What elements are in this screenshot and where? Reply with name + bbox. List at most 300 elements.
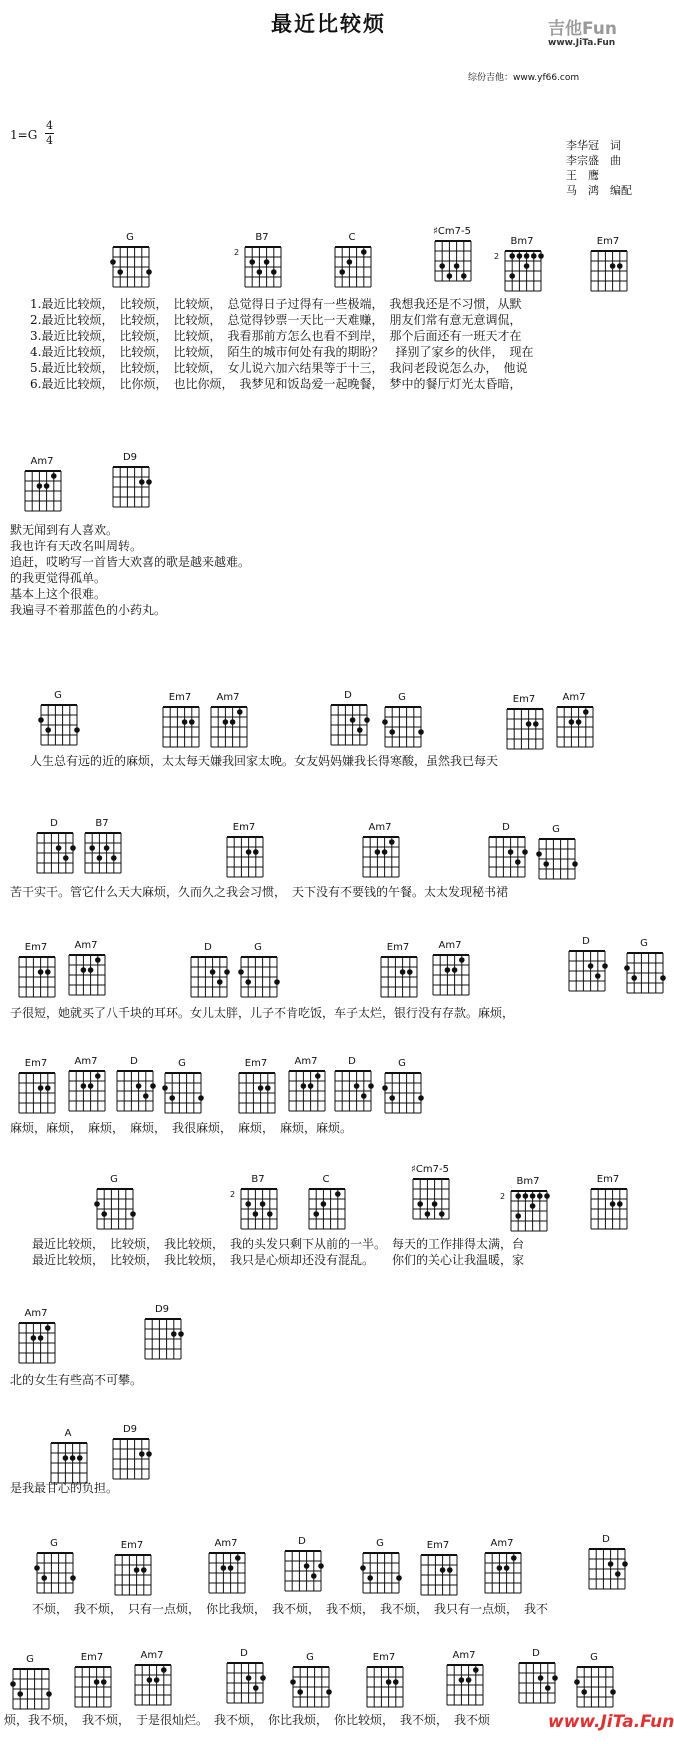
chord-grid: [384, 706, 422, 748]
finger-dot: [311, 1573, 317, 1579]
chord-grid: [112, 246, 150, 288]
finger-dot: [81, 967, 87, 973]
chord-Am7: [208, 1538, 244, 1594]
chord-D: [36, 818, 72, 874]
chord-grid: [12, 1668, 50, 1710]
chord-name: D: [602, 1534, 610, 1545]
finger-dot: [253, 1211, 259, 1217]
finger-dot: [425, 1211, 431, 1217]
chord-grid: [238, 1072, 276, 1114]
chord-name: B7: [255, 232, 269, 243]
chord-Am7: [484, 1538, 520, 1594]
finger-dot: [141, 1567, 147, 1573]
chord-grid: [538, 838, 576, 880]
finger-dot: [139, 479, 145, 485]
finger-dot: [246, 849, 252, 855]
site-url: www.JiTa.Fun: [548, 38, 616, 48]
finger-dot: [461, 273, 467, 279]
finger-dot: [169, 1095, 175, 1101]
chord-D: [190, 942, 226, 998]
finger-dot: [545, 1685, 551, 1691]
fret-number: 2: [234, 248, 240, 257]
chord-Am7: [210, 692, 246, 748]
finger-dot: [418, 729, 424, 735]
finger-dot: [238, 969, 244, 975]
chord-G: [384, 1058, 420, 1114]
chord-name: Am7: [438, 940, 462, 951]
chord-G: [96, 1174, 132, 1230]
chord-name: C: [322, 1174, 330, 1185]
finger-dot: [624, 965, 630, 971]
finger-dot: [297, 1689, 303, 1695]
chord-name: Em7: [244, 1058, 268, 1069]
finger-dot: [354, 1083, 360, 1089]
finger-dot: [171, 1331, 177, 1337]
finger-dot: [77, 1455, 83, 1461]
chord-G: [36, 1538, 72, 1594]
chord-name: D: [204, 942, 212, 953]
outro-line-2: 烦，我不烦， 我不烦， 于是很灿烂。 我不烦， 你比我烦， 你比较烦， 我不烦， 我不烦: [4, 1713, 491, 1727]
chord-name: Am7: [24, 1308, 48, 1319]
finger-dot: [622, 1561, 628, 1567]
chord-grid: [164, 1072, 202, 1114]
chord-grid: [434, 240, 472, 282]
finger-dot: [146, 269, 152, 275]
chord-grid: [36, 1552, 74, 1594]
chord-name: B7: [251, 1174, 265, 1185]
finger-dot: [497, 1565, 503, 1571]
chord-name: Bm7: [516, 1176, 540, 1187]
finger-dot: [139, 1451, 145, 1457]
chord-name: Em7: [512, 694, 536, 705]
chord-grid: [74, 1666, 112, 1708]
chord-name: D9: [122, 452, 138, 463]
lyric-line: 的我更觉得孤单。: [10, 571, 107, 585]
chord-grid: [362, 836, 400, 878]
chord-grid: [134, 1664, 172, 1706]
finger-dot: [258, 1085, 264, 1091]
finger-dot: [97, 855, 103, 861]
chord-grid: [68, 954, 106, 996]
chord-Am7: [288, 1056, 324, 1112]
lyric-line: 4.最近比较烦， 比较烦， 比较烦， 陌生的城市何处有我的期盼？ 择别了家乡的伙伴， 现在: [30, 345, 534, 359]
chord-grid: [208, 1552, 246, 1594]
chorus-line-4: 麻烦，麻烦， 麻烦， 麻烦， 我很麻烦， 麻烦， 麻烦，麻烦。: [10, 1121, 353, 1135]
finger-dot: [459, 1677, 465, 1683]
chord-name: Am7: [368, 822, 392, 833]
finger-dot: [515, 1193, 521, 1199]
chord-grid: [556, 706, 594, 748]
finger-dot: [595, 973, 601, 979]
chord-grid: [484, 1552, 522, 1594]
chord-Am7: [68, 1056, 104, 1112]
chord-D: [116, 1056, 152, 1112]
finger-dot: [245, 979, 251, 985]
chord-grid: [506, 708, 544, 750]
finger-dot: [31, 1335, 37, 1341]
finger-dot: [440, 1567, 446, 1573]
chord-name: G: [54, 690, 62, 701]
finger-dot: [198, 1095, 204, 1101]
finger-dot: [538, 1675, 544, 1681]
chord-name: G: [552, 824, 560, 835]
lyric-line: 5.最近比较烦， 比较烦， 比较烦， 女儿说六加六结果等于十三， 我问老段说怎么办， 他说: [30, 361, 528, 375]
chord-grid: [308, 1188, 346, 1230]
finger-dot: [386, 1679, 392, 1685]
chord-name: D: [50, 818, 58, 829]
lyric-line: 2.最近比较烦， 比较烦， 比较烦， 总觉得钞票一天比一天难赚， 朋友们常有意无意调侃，: [30, 313, 522, 327]
finger-dot: [146, 1451, 152, 1457]
chord-name: Bm7: [510, 236, 534, 247]
chord-name: D: [582, 936, 590, 947]
song-title: 最近比较烦: [271, 11, 386, 36]
chord-name: D: [130, 1056, 138, 1067]
key-signature: 1=G: [10, 128, 38, 142]
chord-D: [518, 1648, 554, 1704]
chord-grid: [510, 1190, 548, 1232]
finger-dot: [45, 1325, 51, 1331]
lyric-line: 默无闻到有人喜欢。: [10, 523, 119, 537]
finger-dot: [602, 963, 608, 969]
chord-name: Am7: [74, 1056, 98, 1067]
finger-dot: [524, 263, 530, 269]
finger-dot: [610, 263, 616, 269]
finger-dot: [569, 719, 575, 725]
chord-D: [334, 1056, 370, 1112]
chord-grid: [240, 1188, 278, 1230]
finger-dot: [301, 1083, 307, 1089]
chord-grid: [362, 1552, 400, 1594]
finger-dot: [246, 1675, 252, 1681]
chord-name: G: [590, 1652, 598, 1663]
chord-grid: [334, 1070, 372, 1112]
finger-dot: [530, 1203, 536, 1209]
finger-dot: [189, 719, 195, 725]
finger-dot: [235, 1555, 241, 1561]
finger-dot: [178, 1331, 184, 1337]
chord-grid: [112, 1438, 150, 1480]
chord-B7: [234, 232, 280, 288]
chord-name: D9: [122, 1424, 138, 1435]
lyric-line: 3.最近比较烦， 比较烦， 比较烦， 我看那前方怎么也看不到岸， 那个后面还有一班天才在: [30, 329, 522, 343]
finger-dot: [304, 1563, 310, 1569]
verse-final-ending-2: 是我最甘心的负担。: [10, 1481, 119, 1495]
finger-dot: [136, 1083, 142, 1089]
chord-grid: [112, 466, 150, 508]
chord-G: [538, 824, 574, 880]
finger-dot: [267, 1211, 273, 1217]
chord-grid: [116, 1070, 154, 1112]
chord-G: [112, 232, 148, 288]
finger-dot: [432, 1201, 438, 1207]
chord-Em7: [380, 942, 416, 998]
time-signature-top: 4: [46, 119, 53, 132]
credit-arranger-2: 马 鸿 编配: [566, 184, 632, 197]
chord-grid: [576, 1666, 614, 1708]
chord-G: [240, 942, 276, 998]
chord-D9: [112, 452, 148, 508]
finger-dot: [88, 967, 94, 973]
chord-Cm75: [412, 1164, 448, 1220]
fret-number: 2: [230, 1190, 236, 1199]
finger-dot: [452, 967, 458, 973]
chord-name: Em7: [372, 1652, 396, 1663]
chord-grid: [366, 1666, 404, 1708]
finger-dot: [104, 845, 110, 851]
finger-dot: [88, 1083, 94, 1089]
chord-name: Em7: [80, 1652, 104, 1663]
finger-dot: [509, 253, 515, 259]
finger-dot: [361, 249, 367, 255]
chord-name: Am7: [74, 940, 98, 951]
finger-dot: [574, 1679, 580, 1685]
chord-Em7: [18, 1058, 54, 1114]
finger-dot: [134, 1567, 140, 1573]
finger-dot: [94, 1201, 100, 1207]
finger-dot: [504, 1565, 510, 1571]
finger-dot: [536, 851, 542, 857]
chord-name: Em7: [386, 942, 410, 953]
credit-lyricist: 李华冠 词: [566, 139, 621, 152]
chord-grid: [590, 1188, 628, 1230]
chord-D: [330, 690, 366, 746]
finger-dot: [264, 259, 270, 265]
chord-C: [334, 232, 370, 288]
finger-dot: [509, 273, 515, 279]
finger-dot: [101, 1679, 107, 1685]
finger-dot: [230, 719, 236, 725]
finger-dot: [321, 1201, 327, 1207]
finger-dot: [223, 719, 229, 725]
verse-endings: [10, 522, 250, 618]
chord-grid: [334, 246, 372, 288]
chord-G: [576, 1652, 612, 1708]
finger-dot: [249, 259, 255, 265]
chord-grid: [568, 950, 606, 992]
finger-dot: [537, 1193, 543, 1199]
finger-dot: [576, 719, 582, 725]
chord-grid: [518, 1662, 556, 1704]
chord-name: G: [26, 1654, 34, 1665]
finger-dot: [224, 969, 230, 975]
finger-dot: [522, 849, 528, 855]
site-logo: 吉他Fun: [548, 19, 617, 39]
chord-grid: [36, 832, 74, 874]
chord-name: G: [398, 692, 406, 703]
chord-name: Am7: [30, 456, 54, 467]
chord-G: [626, 938, 662, 994]
finger-dot: [44, 483, 50, 489]
fret-number: 2: [494, 252, 500, 261]
finger-dot: [95, 957, 101, 963]
credit-composer: 李宗盛 曲: [566, 154, 621, 167]
finger-dot: [339, 269, 345, 275]
finger-dot: [389, 729, 395, 735]
finger-dot: [588, 963, 594, 969]
chord-grid: [330, 704, 368, 746]
finger-dot: [382, 849, 388, 855]
verse-lines: [30, 296, 533, 392]
chord-Em7: [226, 822, 262, 878]
chord-Em7: [238, 1058, 274, 1114]
chord-name: D: [348, 1056, 356, 1067]
finger-dot: [271, 269, 277, 275]
finger-dot: [260, 1201, 266, 1207]
finger-dot: [221, 1565, 227, 1571]
finger-dot: [552, 1675, 558, 1681]
chord-grid: [446, 1664, 484, 1706]
verse-final-ending-1: 北的女生有些高不可攀。: [10, 1373, 143, 1387]
chord-G: [164, 1058, 200, 1114]
finger-dot: [357, 727, 363, 733]
chord-name: ♯Cm7-5: [411, 1164, 449, 1175]
chord-Am7: [18, 1308, 54, 1364]
finger-dot: [95, 1073, 101, 1079]
finger-dot: [538, 253, 544, 259]
chord-grid: [244, 246, 282, 288]
chord-name: Am7: [490, 1538, 514, 1549]
finger-dot: [389, 1095, 395, 1101]
outro-line-1: 不烦， 我不烦， 只有一点烦， 你比我烦， 我不烦， 我不烦， 我不烦， 我只有一点烦， 我不: [32, 1602, 549, 1616]
verse-final-lines: [32, 1236, 524, 1268]
finger-dot: [367, 1575, 373, 1581]
chord-grid: [588, 1548, 626, 1590]
finger-dot: [70, 845, 76, 851]
credit-arranger-1: 王 鹰: [566, 169, 599, 182]
finger-dot: [89, 845, 95, 851]
finger-dot: [45, 1085, 51, 1091]
finger-dot: [515, 859, 521, 865]
chord-Am7: [24, 456, 60, 512]
finger-dot: [617, 263, 623, 269]
chord-Bm7: [494, 236, 540, 292]
finger-dot: [326, 1689, 332, 1695]
finger-dot: [335, 1191, 341, 1197]
chord-name: Em7: [232, 822, 256, 833]
finger-dot: [245, 1201, 251, 1207]
finger-dot: [260, 1675, 266, 1681]
finger-dot: [439, 1211, 445, 1217]
chord-name: Em7: [168, 692, 192, 703]
finger-dot: [37, 483, 43, 489]
chord-grid: [162, 706, 200, 748]
finger-dot: [315, 1073, 321, 1079]
finger-dot: [544, 1193, 550, 1199]
finger-dot: [150, 1083, 156, 1089]
finger-dot: [81, 1083, 87, 1089]
chord-grid: [432, 954, 470, 996]
finger-dot: [182, 719, 188, 725]
chord-Am7: [446, 1650, 482, 1706]
finger-dot: [63, 1455, 69, 1461]
finger-dot: [533, 721, 539, 727]
finger-dot: [531, 253, 537, 259]
finger-dot: [375, 849, 381, 855]
chorus-line-3: 子很短，她就买了八千块的耳环。女儿太胖，儿子不肯吃饭，车子太烂，银行没有存款。麻烦，: [10, 1006, 515, 1020]
finger-dot: [508, 849, 514, 855]
finger-dot: [154, 1677, 160, 1683]
chord-name: D: [532, 1648, 540, 1659]
chord-grid: [292, 1666, 330, 1708]
finger-dot: [445, 967, 451, 973]
chorus-line-1: 人生总有远的近的麻烦，太太每天嫌我回家太晚。女友妈妈嫌我长得寒酸，虽然我已每天: [30, 754, 499, 768]
chord-name: Em7: [24, 1058, 48, 1069]
chord-grid: [18, 1322, 56, 1364]
finger-dot: [146, 479, 152, 485]
finger-dot: [418, 1095, 424, 1101]
chord-name: D: [502, 822, 510, 833]
lyric-line: 基本上这个很难。: [10, 587, 107, 601]
lyric-line: 6.最近比较烦， 比你烦， 也比你烦， 我梦见和饭岛爱一起晚餐， 梦中的餐厅灯光太昏暗，: [30, 377, 522, 391]
chord-Am7: [432, 940, 468, 996]
chord-G: [384, 692, 420, 748]
finger-dot: [526, 721, 532, 727]
chord-name: G: [254, 942, 262, 953]
finger-dot: [454, 263, 460, 269]
chord-grid: [226, 836, 264, 878]
finger-dot: [210, 969, 216, 975]
finger-dot: [473, 1667, 479, 1673]
chord-D: [284, 1536, 320, 1592]
finger-dot: [253, 1685, 259, 1691]
finger-dot: [350, 717, 356, 723]
chord-grid: [288, 1070, 326, 1112]
finger-dot: [368, 1083, 374, 1089]
lyric-line: 最近比较烦， 比较烦， 我比较烦， 我的头发只剩下从前的一半。 每天的工作排得太满，台: [32, 1237, 525, 1251]
finger-dot: [46, 1691, 52, 1697]
finger-dot: [38, 717, 44, 723]
finger-dot: [382, 1085, 388, 1091]
chord-B7: [230, 1174, 276, 1230]
chord-Em7: [506, 694, 542, 750]
watermark-url: www.JiTa.Fun: [548, 1712, 674, 1732]
chord-grid: [114, 1554, 152, 1596]
chord-name: G: [126, 232, 134, 243]
finger-dot: [389, 839, 395, 845]
chord-name: G: [50, 1538, 58, 1549]
chord-grid: [84, 832, 122, 874]
finger-dot: [117, 269, 123, 275]
finger-dot: [417, 1201, 423, 1207]
chord-name: D9: [154, 1304, 170, 1315]
chord-G: [12, 1654, 48, 1710]
chord-grid: [420, 1554, 458, 1596]
chord-grid: [488, 836, 526, 878]
finger-dot: [347, 259, 353, 265]
finger-dot: [382, 719, 388, 725]
finger-dot: [63, 855, 69, 861]
fret-number: 2: [500, 1192, 506, 1201]
finger-dot: [660, 975, 666, 981]
finger-dot: [111, 855, 117, 861]
chord-grid: [96, 1188, 134, 1230]
chord-G: [292, 1652, 328, 1708]
lyric-line: 追赶，哎哟写一首皆大欢喜的歌是越来越难。: [10, 555, 251, 569]
chord-D: [488, 822, 524, 878]
finger-dot: [45, 727, 51, 733]
chord-D: [568, 936, 604, 992]
finger-dot: [51, 473, 57, 479]
finger-dot: [17, 1691, 23, 1697]
finger-dot: [543, 861, 549, 867]
chord-name: D: [240, 1648, 248, 1659]
chord-name: G: [110, 1174, 118, 1185]
chord-Em7: [420, 1540, 456, 1596]
chord-Em7: [114, 1540, 150, 1596]
finger-dot: [257, 269, 263, 275]
finger-dot: [581, 1689, 587, 1695]
chord-D9: [144, 1304, 180, 1360]
